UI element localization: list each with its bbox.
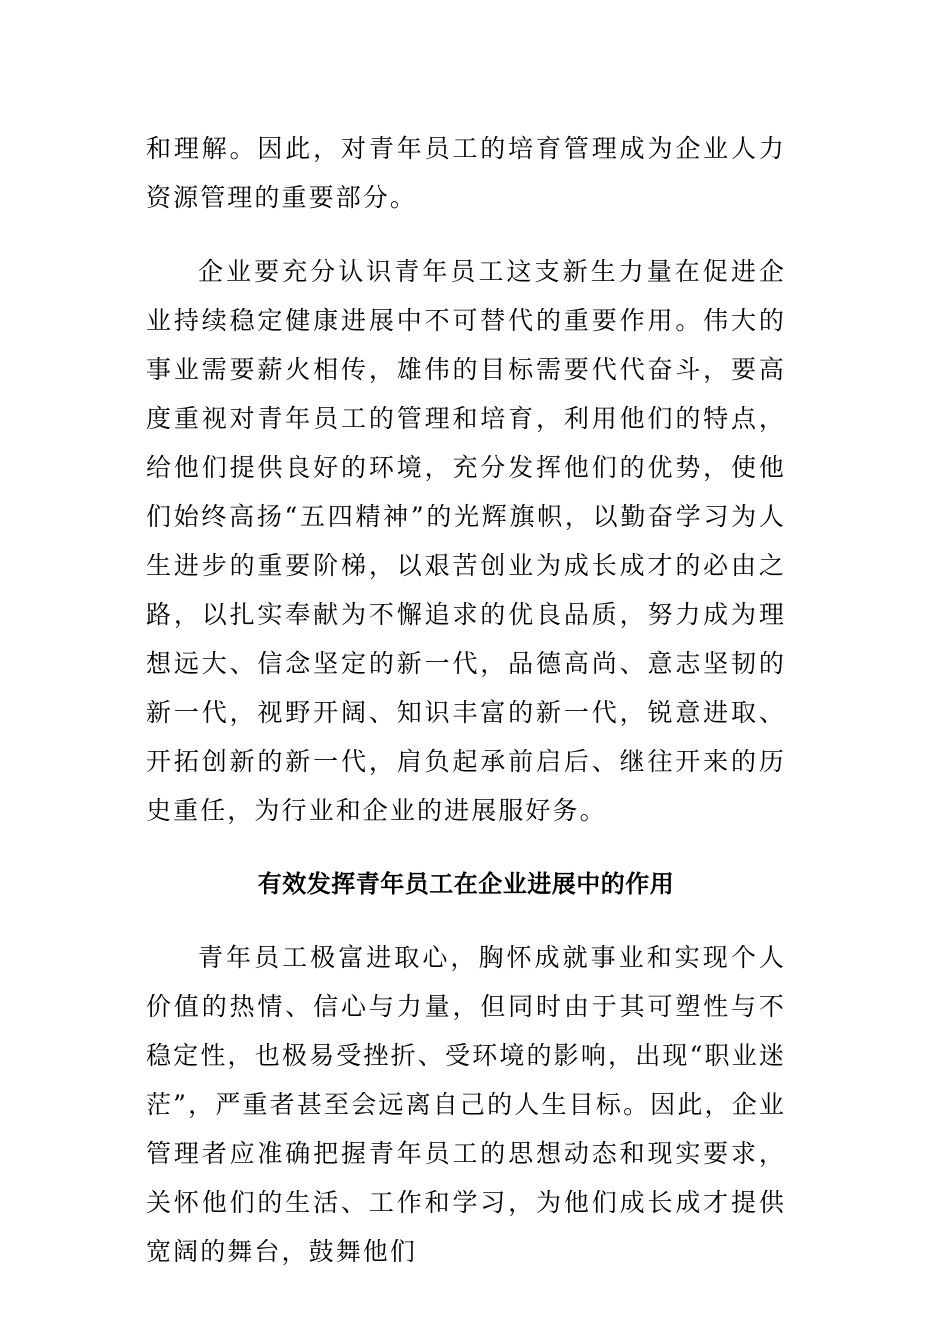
- paragraph-continued: 和理解。因此，对青年员工的培育管理成为企业人力资源管理的重要部分。: [146, 134, 786, 212]
- paragraph-youth-role: 企业要充分认识青年员工这支新生力量在促进企业持续稳定健康进展中不可替代的重要作用。伟大的事业需要薪火相传，雄伟的目标需要代代奋斗，要高度重视对青年员工的管理和培育，利用他们的特点，给他们提供良好的环境，充分发挥他们的优势，使他们始终高扬“五四精神”的光辉旗帜，以勤奋学习为人生进步的重要阶梯，以艰苦创业为成长成才的必由之路，以扎实奉献为不懈追求的优良品质，努力成为理想远大、信念坚定的新一代，品德高尚、意志坚韧的新一代，视野开阔、知识丰富的新一代，锐意进取、开拓创新的新一代，肩负起承前启后、继往开来的历史重任，为行业和企业的进展服好务。: [146, 257, 786, 825]
- section-heading: 有效发挥青年员工在企业进展中的作用: [257, 870, 675, 898]
- document-page: [146, 124, 786, 1276]
- paragraph-youth-traits: 青年员工极富进取心，胸怀成就事业和实现个人价值的热情、信心与力量，但同时由于其可塑性与不稳定性，也极易受挫折、受环境的影响，出现“职业迷茫”，严重者甚至会远离自己的人生目标。因此，企业管理者应准确把握青年员工的思想动态和现实要求，关怀他们的生活、工作和学习，为他们成长成才提供宽阔的舞台，鼓舞他们: [146, 943, 786, 1266]
